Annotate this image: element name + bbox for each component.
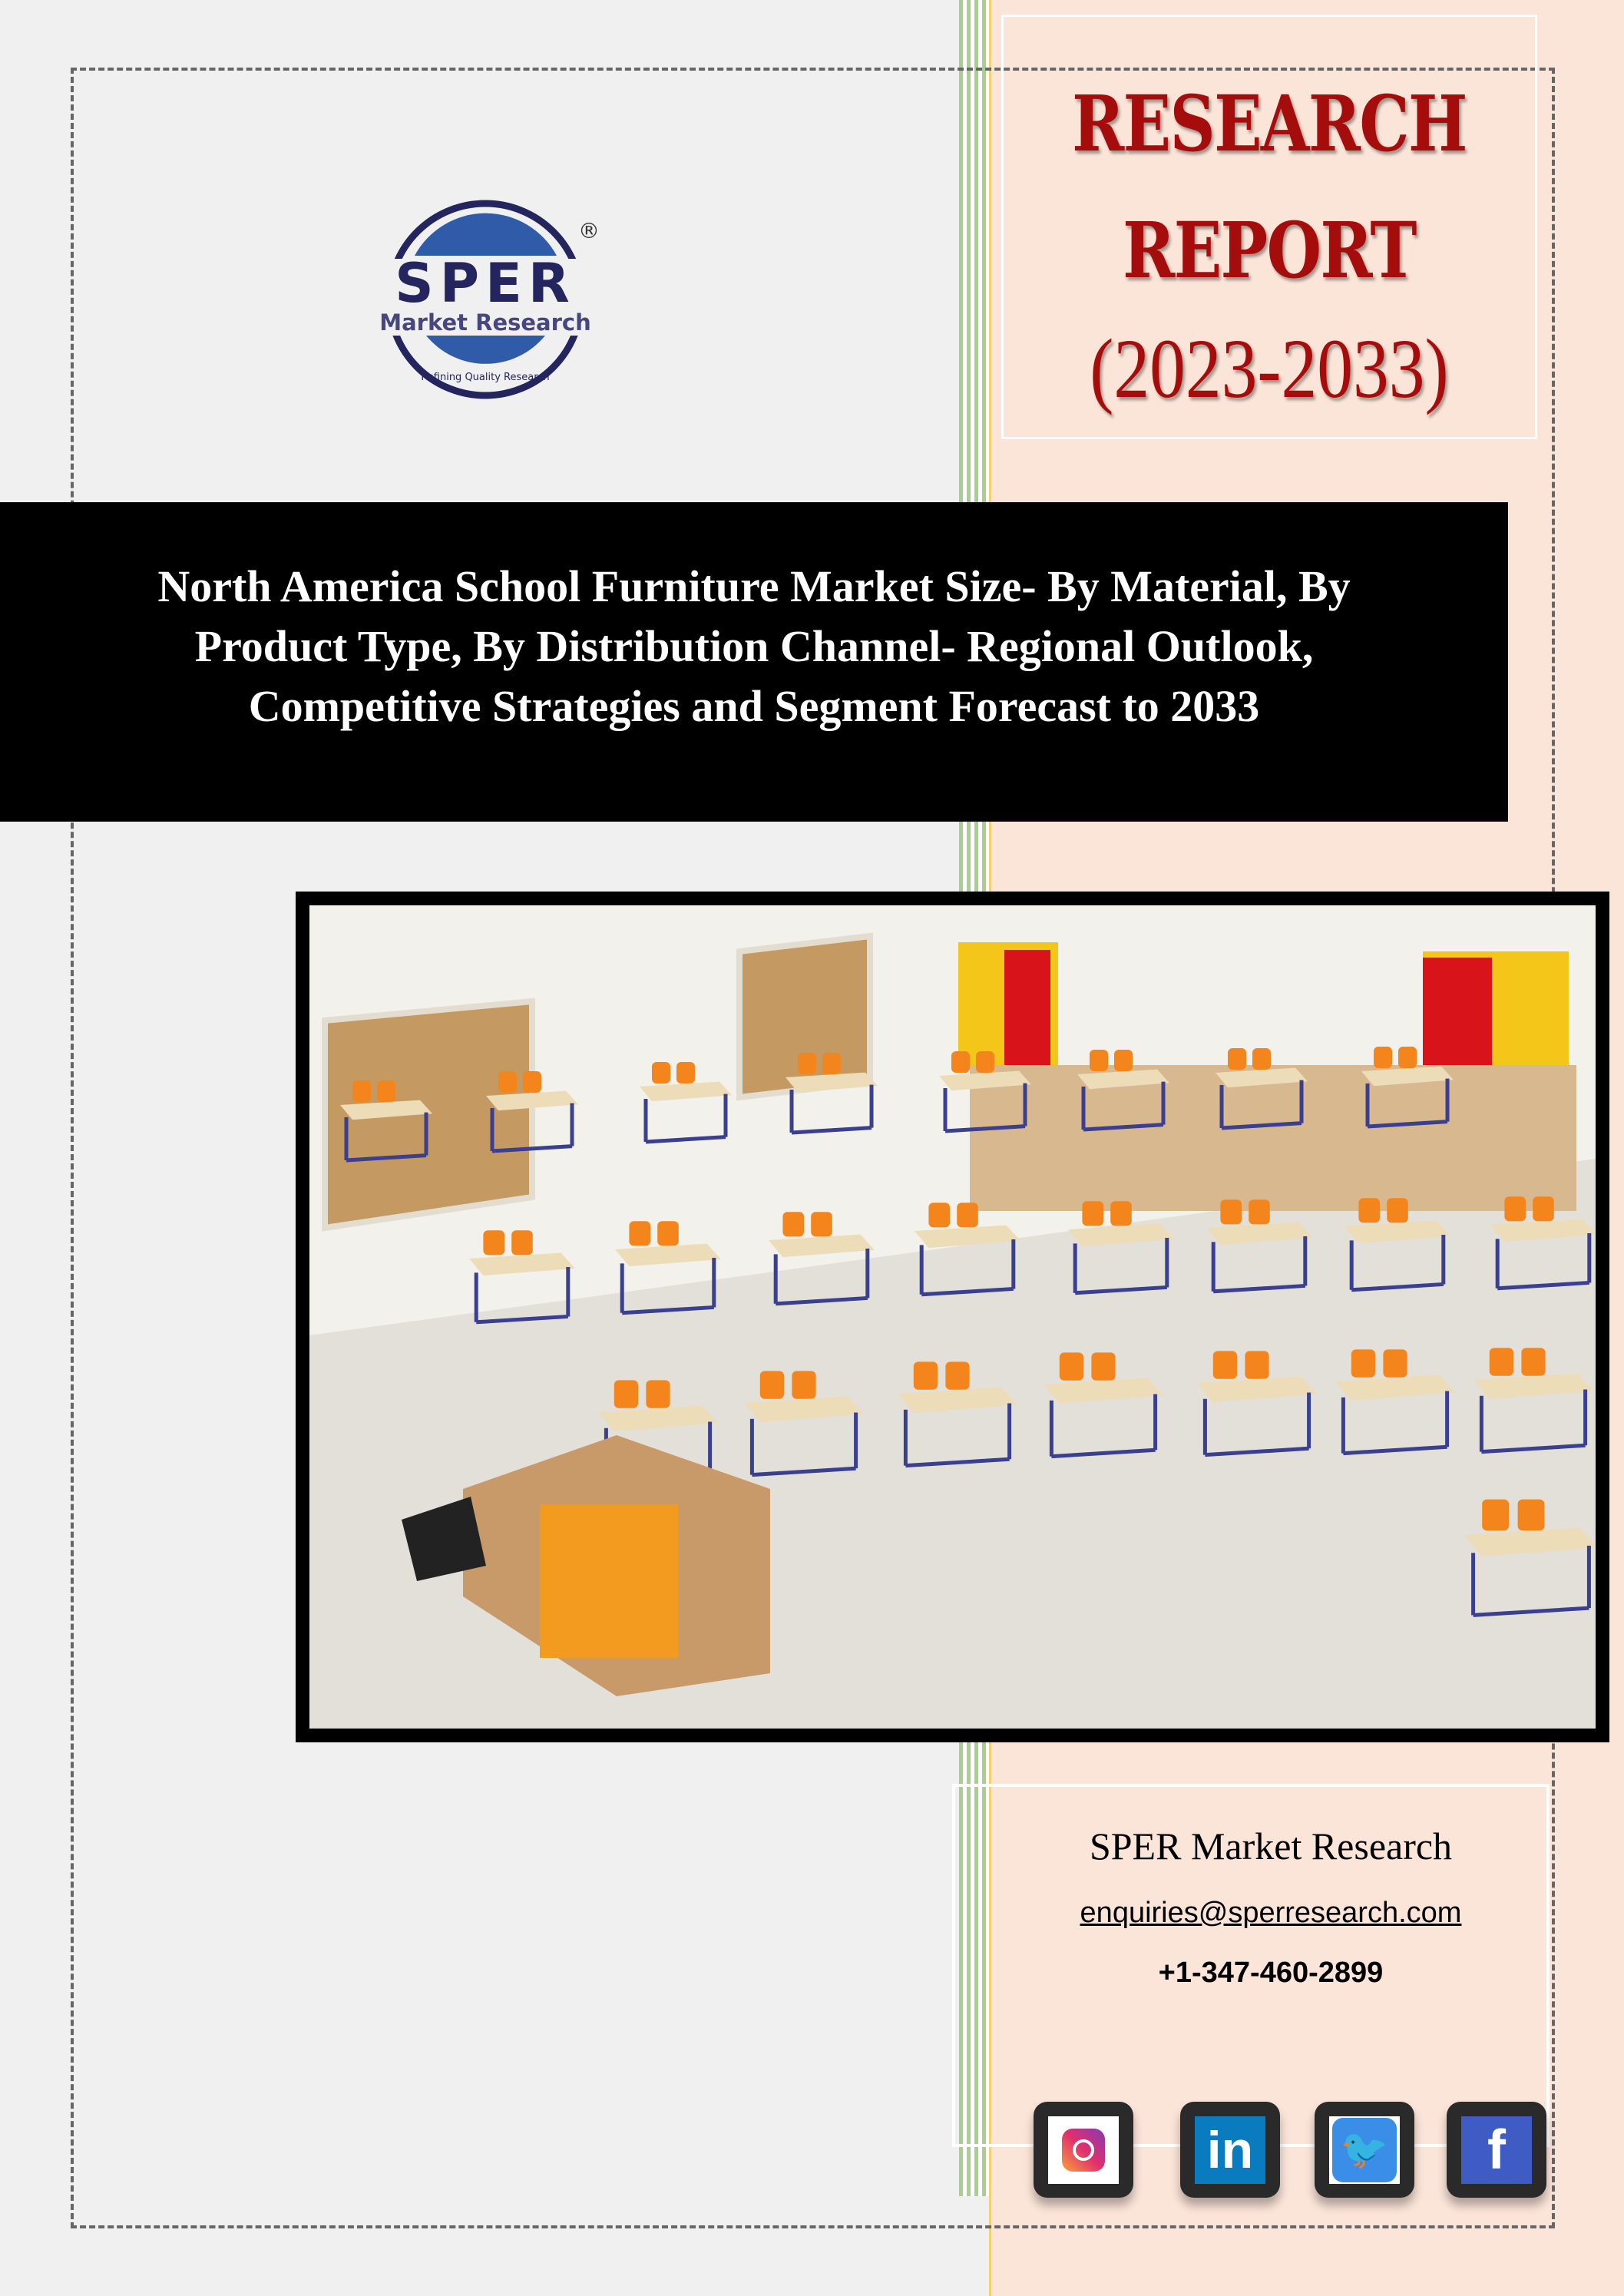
sper-logo: [349, 188, 618, 411]
title-line: Product Type, By Distribution Channel- Regional Outlook,: [194, 621, 1314, 671]
twitter-icon: 🐦: [1332, 2118, 1397, 2182]
email-link[interactable]: enquiries@sperresearch.com: [1080, 1897, 1462, 1929]
linkedin-icon: in: [1195, 2116, 1265, 2184]
instagram-icon: [1062, 2129, 1105, 2172]
report-header-box: [1001, 15, 1537, 439]
facebook-icon: f: [1461, 2116, 1532, 2184]
title-line: North America School Furniture Market Size- By Material, By: [157, 561, 1351, 611]
report-years: (2023-2033): [1090, 322, 1449, 415]
linkedin-button[interactable]: [1180, 2102, 1280, 2198]
research-heading: RESEARCH: [1072, 78, 1467, 169]
logo-tagline: Refining Quality Research: [421, 372, 550, 383]
report-heading: REPORT: [1123, 205, 1416, 296]
company-name: SPER Market Research: [1089, 1825, 1453, 1868]
logo-subtitle: Market Research: [379, 309, 591, 336]
twitter-button[interactable]: [1315, 2102, 1414, 2198]
instagram-button[interactable]: [1034, 2102, 1133, 2198]
registered-mark: ®: [578, 218, 600, 243]
phone-number: +1-347-460-2899: [1158, 1957, 1384, 1989]
title-line: Competitive Strategies and Segment Forecast to 2033: [248, 681, 1260, 731]
classroom-illustration: [309, 905, 1596, 1729]
classroom-photo: [296, 892, 1609, 1742]
logo-name: SPER: [395, 252, 576, 315]
title-banner: [0, 502, 1508, 822]
facebook-button[interactable]: [1447, 2102, 1546, 2198]
